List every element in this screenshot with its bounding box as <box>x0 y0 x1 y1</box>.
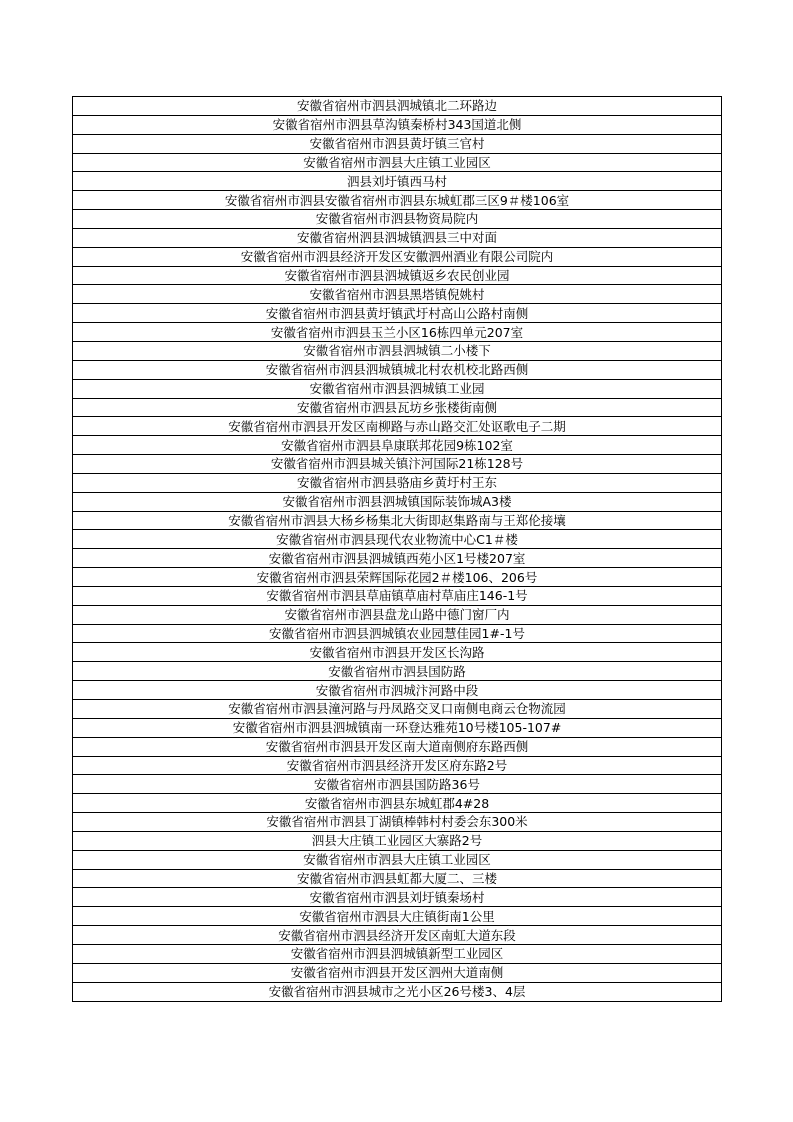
address-cell: 安徽省宿州市泗县泗城镇西苑小区1号楼207室 <box>73 549 722 568</box>
address-cell: 安徽省宿州市泗县开发区泗州大道南侧 <box>73 963 722 982</box>
address-cell: 安徽省宿州市泗县大庄镇街南1公里 <box>73 907 722 926</box>
table-row <box>73 473 722 492</box>
address-cell: 安徽省宿州市泗县安徽省宿州市泗县东城虹郡三区9＃楼106室 <box>73 191 722 210</box>
address-cell: 安徽省宿州市泗县盘龙山路中德门窗厂内 <box>73 605 722 624</box>
table-row <box>73 568 722 587</box>
table-row <box>73 907 722 926</box>
table-row <box>73 756 722 775</box>
table-row <box>73 963 722 982</box>
address-cell: 泗县刘圩镇西马村 <box>73 172 722 191</box>
address-cell: 安徽省宿州市泗县现代农业物流中心C1＃楼 <box>73 530 722 549</box>
table-row <box>73 982 722 1001</box>
address-cell: 安徽省宿州市泗县荣辉国际花园2＃楼106、206号 <box>73 568 722 587</box>
address-cell: 安徽省宿州市泗县黄圩镇武圩村高山公路村南侧 <box>73 304 722 323</box>
table-row <box>73 266 722 285</box>
table-row <box>73 285 722 304</box>
address-cell: 安徽省宿州市泗县泗城镇返乡农民创业园 <box>73 266 722 285</box>
address-table <box>72 96 722 1002</box>
table-row <box>73 831 722 850</box>
address-cell: 安徽省宿州市泗县开发区南大道南侧府东路西侧 <box>73 737 722 756</box>
table-row <box>73 624 722 643</box>
address-cell: 安徽省宿州市泗县泗城镇国际装饰城A3楼 <box>73 492 722 511</box>
address-cell: 安徽省宿州市泗县城关镇汴河国际21栋128号 <box>73 455 722 474</box>
address-cell: 安徽省宿州市泗县黄圩镇三官村 <box>73 134 722 153</box>
address-cell: 安徽省宿州市泗县大庄镇工业园区 <box>73 850 722 869</box>
address-cell: 安徽省宿州市泗县泗城镇工业园 <box>73 379 722 398</box>
table-row <box>73 813 722 832</box>
address-cell: 安徽省宿州市泗县阜康联邦花园9栋102室 <box>73 436 722 455</box>
address-cell: 安徽省宿州市泗县潼河路与丹凤路交叉口南侧电商云仓物流园 <box>73 700 722 719</box>
address-cell: 安徽省宿州市泗县草沟镇秦桥村343国道北侧 <box>73 115 722 134</box>
table-row <box>73 530 722 549</box>
address-cell: 安徽省宿州市泗县虹都大厦二、三楼 <box>73 869 722 888</box>
table-row <box>73 926 722 945</box>
table-row <box>73 737 722 756</box>
address-cell: 安徽省宿州市泗县开发区长沟路 <box>73 643 722 662</box>
address-cell: 泗县大庄镇工业园区大寨路2号 <box>73 831 722 850</box>
table-row <box>73 586 722 605</box>
table-row <box>73 869 722 888</box>
address-cell: 安徽省宿州泗县泗城镇泗县三中对面 <box>73 228 722 247</box>
address-cell: 安徽省宿州市泗县泗城镇城北村农机校北路西侧 <box>73 360 722 379</box>
table-row <box>73 360 722 379</box>
address-cell: 安徽省宿州市泗县草庙镇草庙村草庙庄146-1号 <box>73 586 722 605</box>
address-cell: 安徽省宿州市泗县经济开发区南虹大道东段 <box>73 926 722 945</box>
table-row <box>73 97 722 116</box>
table-row <box>73 775 722 794</box>
address-cell: 安徽省宿州市泗县开发区南柳路与赤山路交汇处讴歌电子二期 <box>73 417 722 436</box>
address-cell: 安徽省宿州市泗县泗城镇北二环路边 <box>73 97 722 116</box>
address-cell: 安徽省宿州市泗县大庄镇工业园区 <box>73 153 722 172</box>
address-cell: 安徽省宿州市泗县泗城镇南一环登达雅苑10号楼105-107# <box>73 718 722 737</box>
address-cell: 安徽省宿州市泗县瓦坊乡张楼街南侧 <box>73 398 722 417</box>
table-row <box>73 681 722 700</box>
table-row <box>73 153 722 172</box>
table-row <box>73 888 722 907</box>
address-cell: 安徽省宿州市泗县大杨乡杨集北大街即赵集路南与王郑伦接壤 <box>73 511 722 530</box>
table-row <box>73 794 722 813</box>
table-row <box>73 718 722 737</box>
address-cell: 安徽省宿州市泗县丁湖镇棒韩村村委会东300米 <box>73 813 722 832</box>
address-cell: 安徽省宿州市泗县物资局院内 <box>73 210 722 229</box>
address-cell: 安徽省宿州市泗县经济开发区安徽泗州酒业有限公司院内 <box>73 247 722 266</box>
table-row <box>73 850 722 869</box>
table-row <box>73 417 722 436</box>
address-cell: 安徽省宿州市泗城汴河路中段 <box>73 681 722 700</box>
table-row <box>73 228 722 247</box>
address-cell: 安徽省宿州市泗县黑塔镇倪姚村 <box>73 285 722 304</box>
table-row <box>73 304 722 323</box>
address-cell: 安徽省宿州市泗县泗城镇新型工业园区 <box>73 944 722 963</box>
table-row <box>73 492 722 511</box>
table-row <box>73 455 722 474</box>
address-cell: 安徽省宿州市泗县刘圩镇秦场村 <box>73 888 722 907</box>
address-cell: 安徽省宿州市泗县骆庙乡黄圩村王东 <box>73 473 722 492</box>
address-cell: 安徽省宿州市泗县玉兰小区16栋四单元207室 <box>73 323 722 342</box>
table-row <box>73 436 722 455</box>
table-row <box>73 643 722 662</box>
address-cell: 安徽省宿州市泗县泗城镇农业园慧佳园1#-1号 <box>73 624 722 643</box>
table-row <box>73 511 722 530</box>
table-row <box>73 134 722 153</box>
table-row <box>73 323 722 342</box>
address-cell: 安徽省宿州市泗县东城虹郡4#28 <box>73 794 722 813</box>
table-row <box>73 662 722 681</box>
address-cell: 安徽省宿州市泗县泗城镇二小楼下 <box>73 341 722 360</box>
address-cell: 安徽省宿州市泗县经济开发区府东路2号 <box>73 756 722 775</box>
table-row <box>73 379 722 398</box>
table-row <box>73 605 722 624</box>
table-row <box>73 944 722 963</box>
table-row <box>73 172 722 191</box>
address-cell: 安徽省宿州市泗县城市之光小区26号楼3、4层 <box>73 982 722 1001</box>
address-cell: 安徽省宿州市泗县国防路36号 <box>73 775 722 794</box>
table-row <box>73 210 722 229</box>
table-row <box>73 247 722 266</box>
table-row <box>73 341 722 360</box>
table-row <box>73 398 722 417</box>
address-cell: 安徽省宿州市泗县国防路 <box>73 662 722 681</box>
table-row <box>73 191 722 210</box>
table-row <box>73 549 722 568</box>
table-row <box>73 700 722 719</box>
table-row <box>73 115 722 134</box>
address-table-body <box>73 97 722 1002</box>
